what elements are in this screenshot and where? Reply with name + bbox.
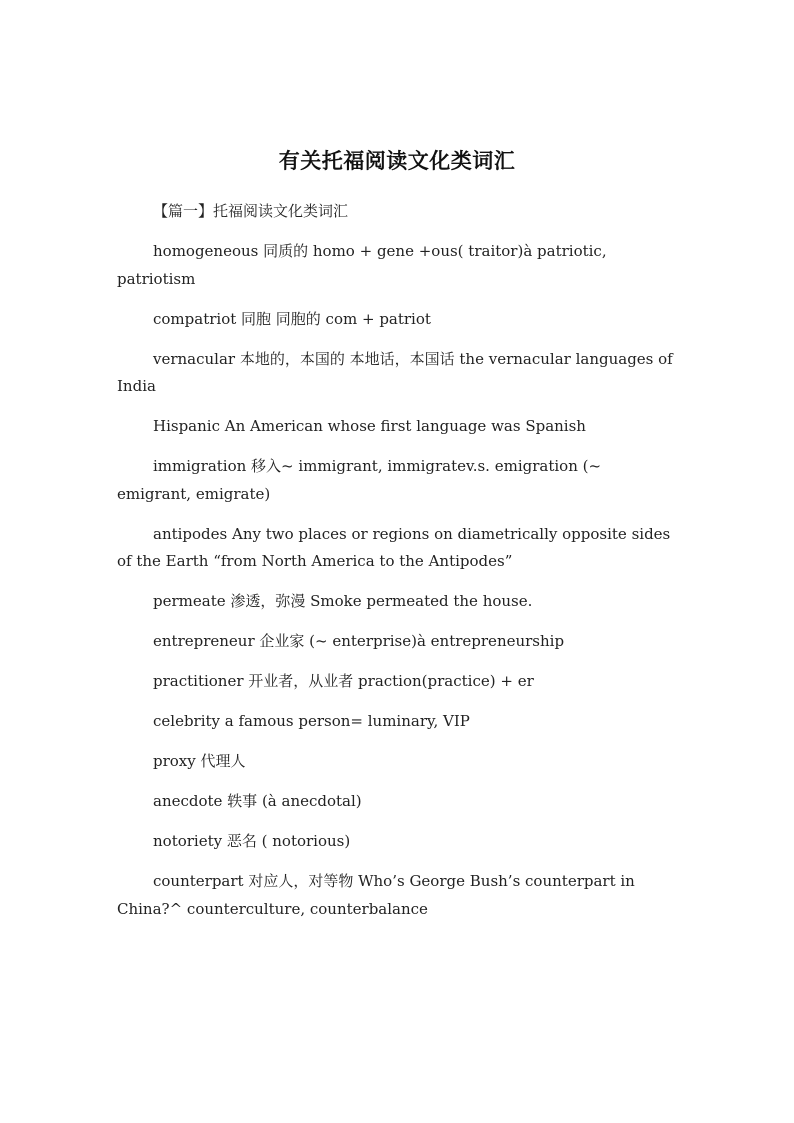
vocab-entry-proxy: proxy 代理人 (153, 752, 246, 770)
vocab-entry-entrepreneur: entrepreneur 企业家 (~ enterprise)à entrepreneurship (153, 632, 565, 650)
vocab-entry-celebrity: celebrity a famous person= luminary, VIP (153, 712, 470, 730)
vocab-entry-notoriety: notoriety 恶名 ( notorious) (153, 832, 351, 850)
vocab-entry-practitioner: practitioner 开业者，从业者 praction(practice) + er (153, 672, 534, 690)
vocab-entry-antipodes: antipodes Any two places or regions on diametrically opposite sides of the Earth “from North America to the Antipodes” (117, 524, 671, 570)
vocab-entry-immigration: immigration 移入~ immigrant, immigratev.s. emigration (~ emigrant, emigrate) (117, 457, 602, 503)
vocab-entry-homogeneous: homogeneous 同质的 homo + gene +ous( traitor)à patriotic, patriotism (117, 242, 607, 288)
document-title: 有关托福阅读文化类词汇 (278, 149, 516, 173)
vocab-entry-permeate: permeate 渗透，弥漫 Smoke permeated the house. (153, 592, 533, 610)
vocab-entry-counterpart: counterpart 对应人，对等物 Who’s George Bush’s counterpart in China?^ counterculture, counterbalance (117, 872, 635, 918)
vocab-entry-compatriot: compatriot 同胞 同胞的 com + patriot (153, 309, 431, 328)
vocab-entry-vernacular: vernacular 本地的，本国的 本地话，本国话 the vernacular languages of India (117, 349, 673, 395)
vocab-entry-anecdote: anecdote 轶事 (à anecdotal) (153, 792, 362, 810)
section-heading: 【篇一】托福阅读文化类词汇 (153, 202, 349, 220)
document-body (117, 198, 677, 936)
vocab-entry-hispanic: Hispanic An American whose first language was Spanish (153, 417, 586, 435)
